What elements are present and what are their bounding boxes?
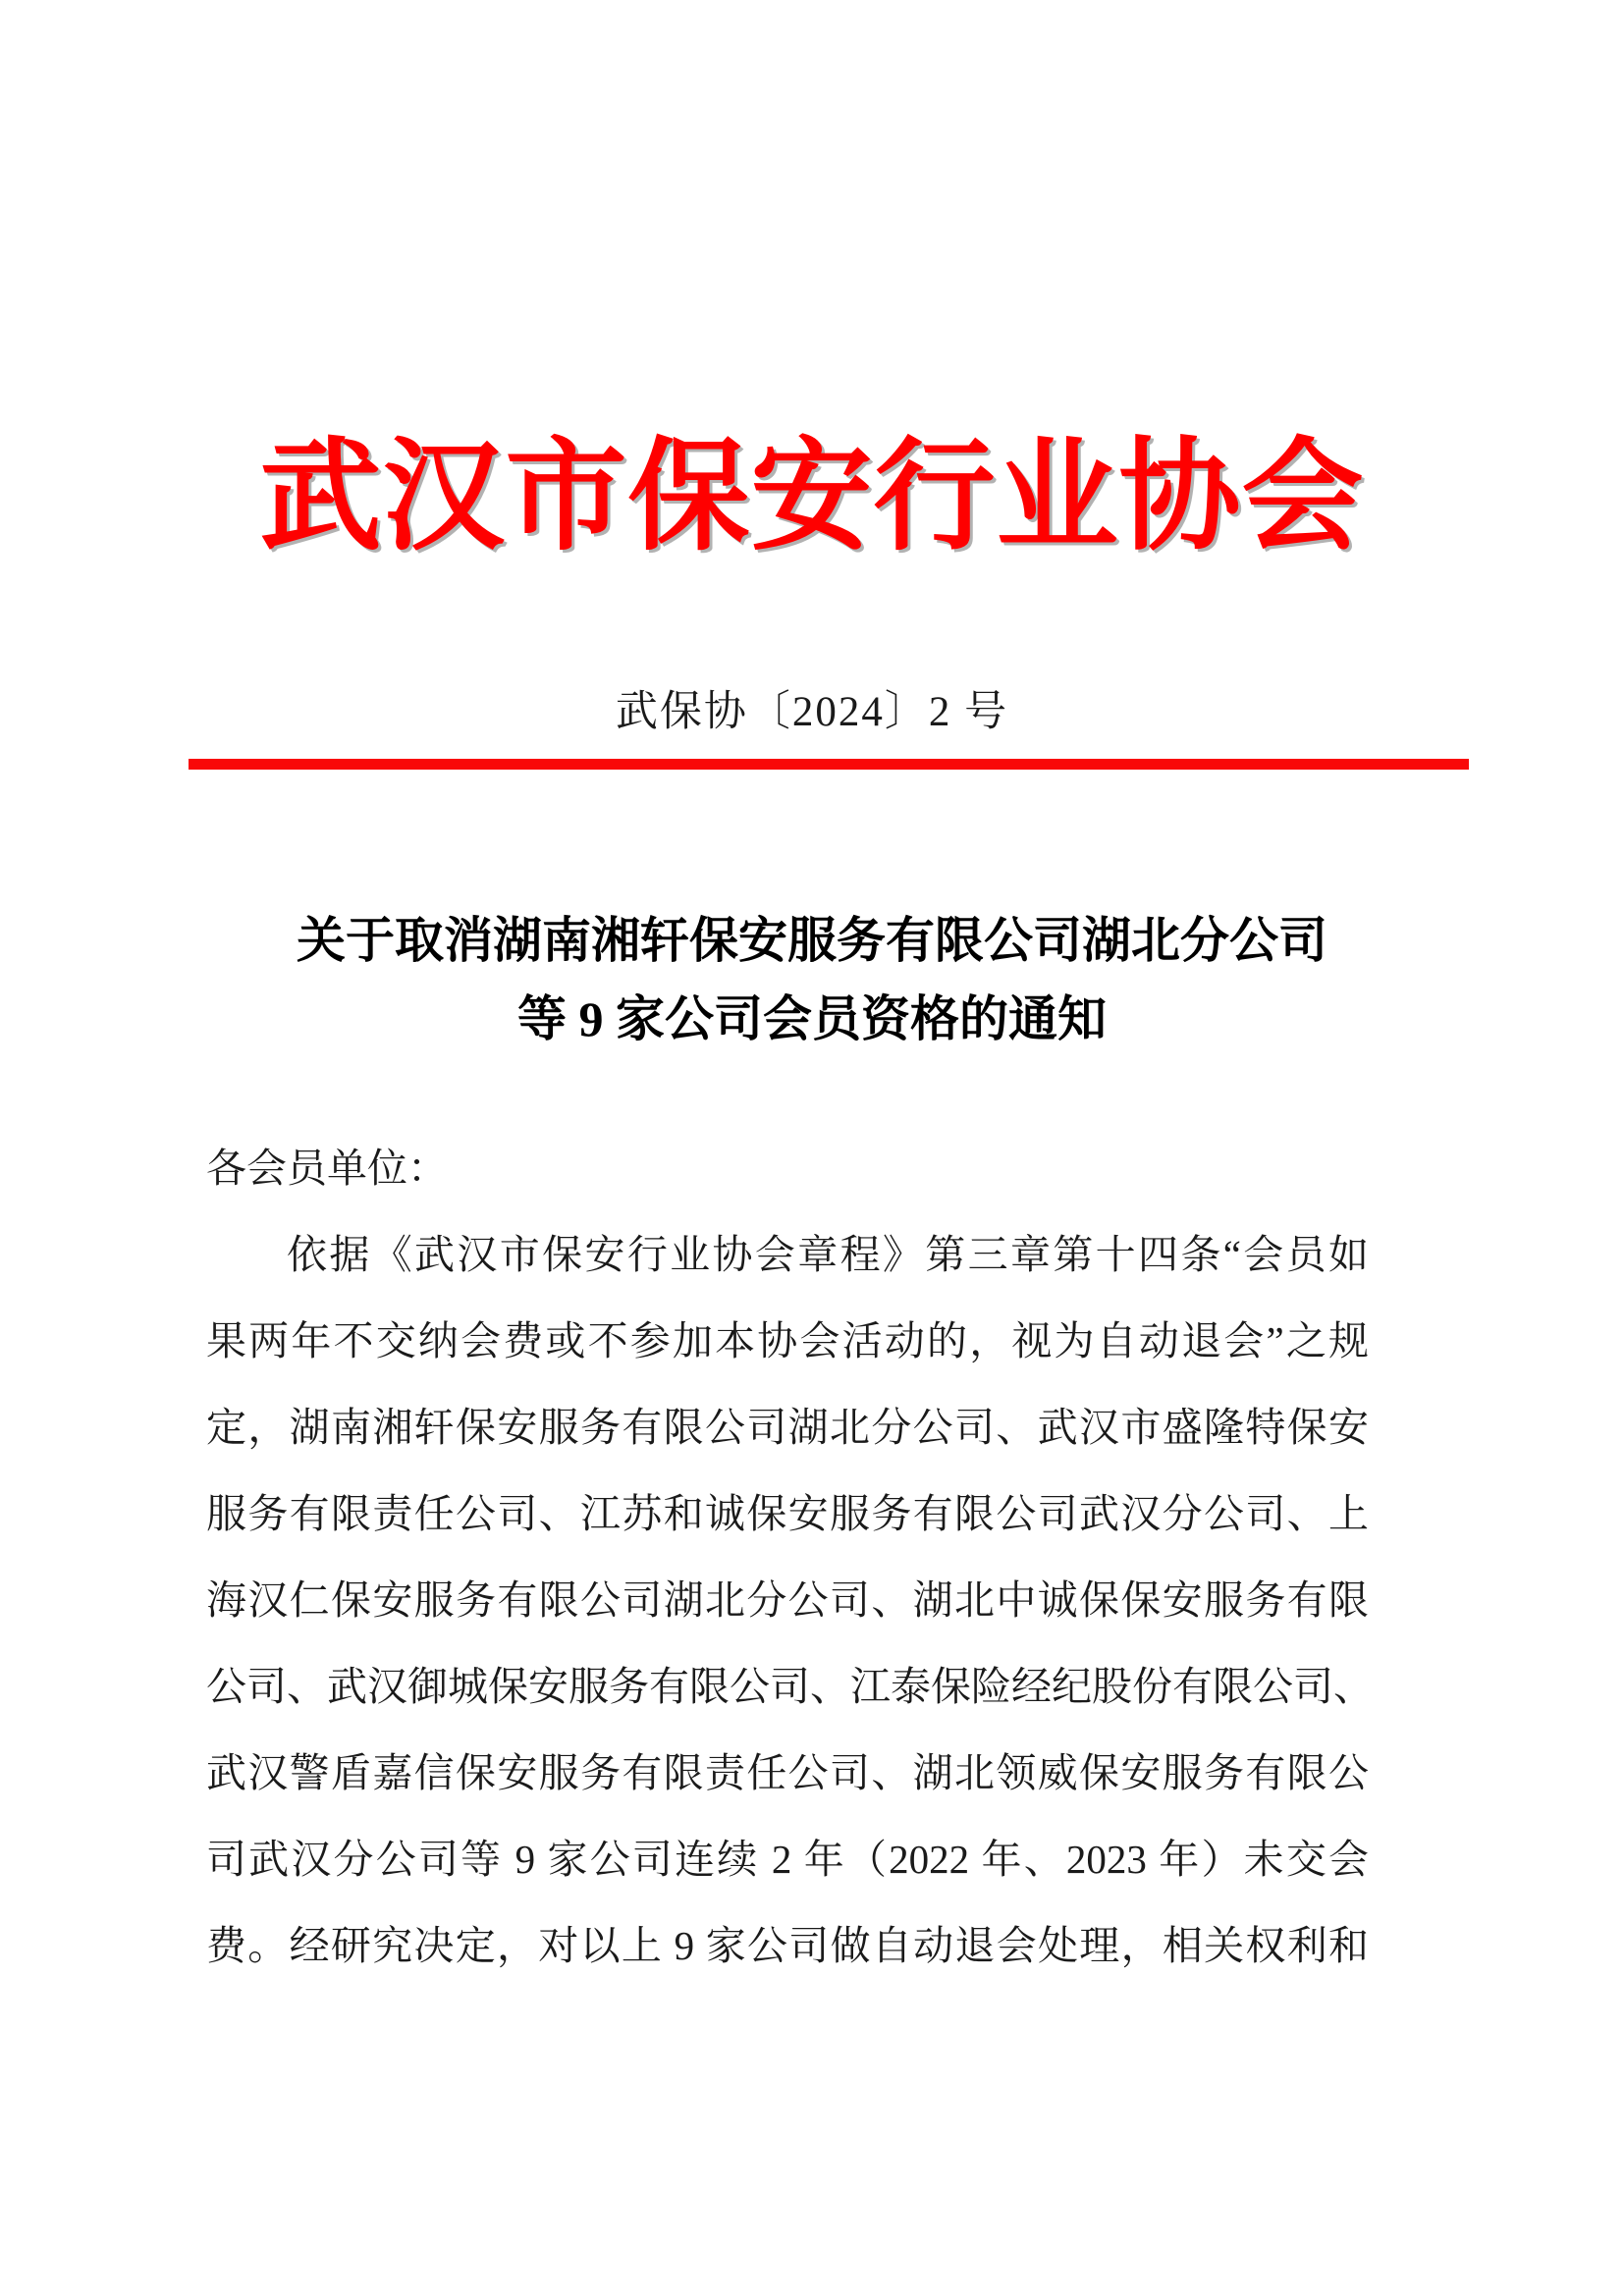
- body-line: 果两年不交纳会费或不参加本协会活动的，视为自动退会”之规: [206, 1318, 1369, 1363]
- body-line: 司武汉分公司等 9 家公司连续 2 年（2022 年、2023 年）未交会: [206, 1837, 1369, 1882]
- document-title: [0, 901, 1624, 1058]
- body-line: 公司、武汉御城保安服务有限公司、江泰保险经纪股份有限公司、: [206, 1664, 1374, 1709]
- organization-letterhead-title: 武汉市保安行业协会: [259, 430, 1365, 564]
- body-line: 依据《武汉市保安行业协会章程》第三章第十四条“会员如: [287, 1232, 1369, 1277]
- salutation: 各会员单位：: [206, 1146, 448, 1191]
- document-body: [206, 1125, 1374, 1989]
- document-reference-number: 武保协〔2024〕2 号: [615, 689, 1009, 735]
- document-title-line-2: 等 9 家公司会员资格的通知: [517, 991, 1107, 1046]
- body-line: 费。经研究决定，对以上 9 家公司做自动退会处理，相关权利和: [206, 1923, 1369, 1968]
- body-line: 定，湖南湘轩保安服务有限公司湖北分公司、武汉市盛隆特保安: [206, 1405, 1369, 1450]
- body-line: 服务有限责任公司、江苏和诚保安服务有限公司武汉分公司、上: [206, 1491, 1369, 1536]
- body-line: 武汉警盾嘉信保安服务有限责任公司、湖北领威保安服务有限公: [206, 1750, 1369, 1795]
- body-line: 海汉仁保安服务有限公司湖北分公司、湖北中诚保保安服务有限: [206, 1577, 1369, 1623]
- document-title-line-1: 关于取消湖南湘轩保安服务有限公司湖北分公司: [297, 913, 1327, 968]
- red-header-divider-line: [189, 759, 1469, 770]
